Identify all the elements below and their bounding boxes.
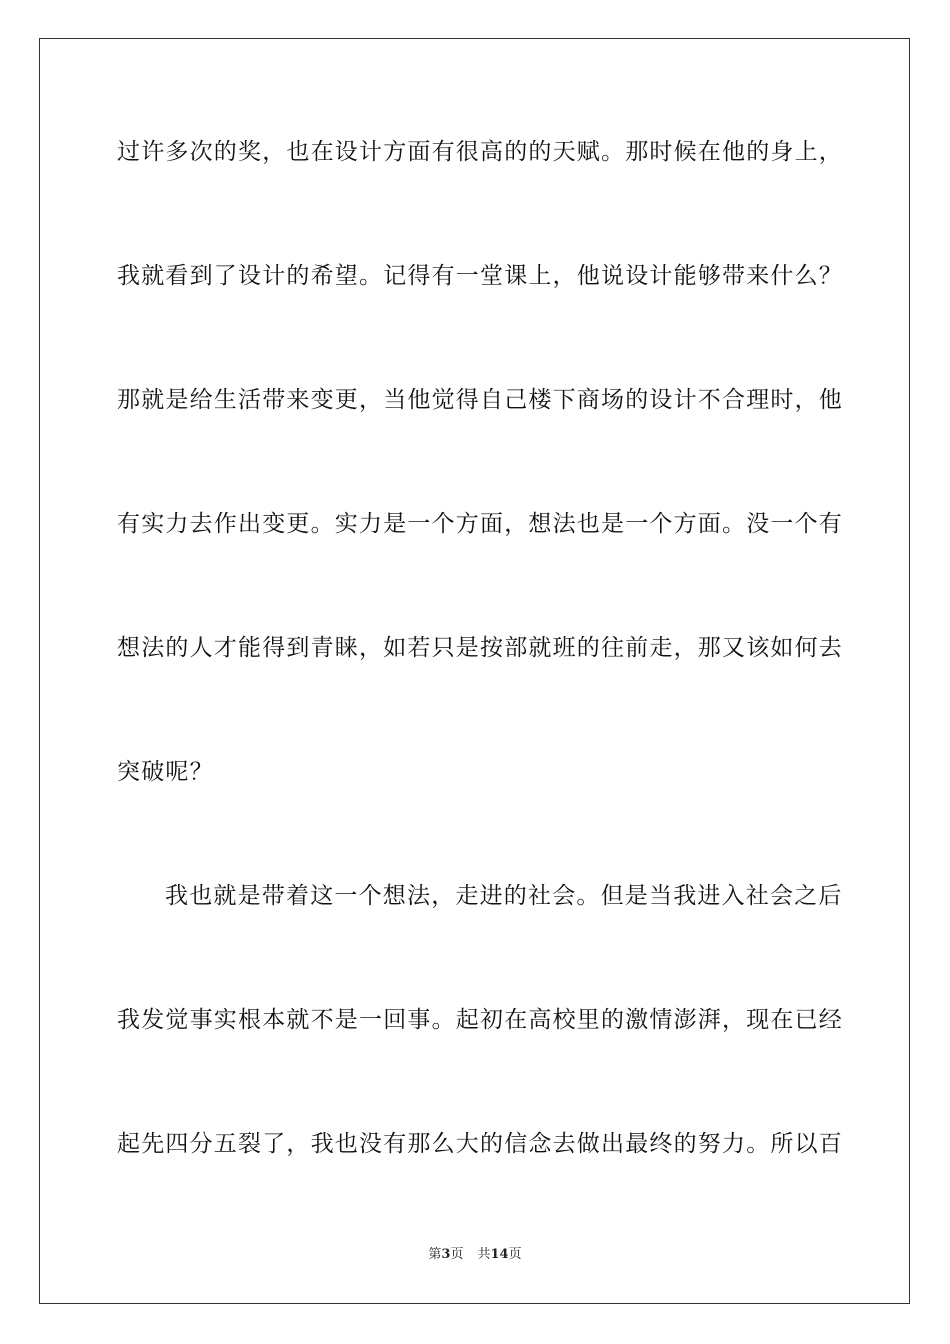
body-text-line: 想法的人才能得到青睐，如若只是按部就班的往前走，那又该如何去 [117, 635, 843, 661]
body-text-line: 我发觉事实根本就不是一回事。起初在高校里的激情澎湃，现在已经 [117, 1007, 843, 1033]
footer-page-suffix: 页 [450, 1247, 464, 1262]
body-text-line: 那就是给生活带来变更，当他觉得自己楼下商场的设计不合理时，他 [117, 387, 843, 413]
body-text-line: 起先四分五裂了，我也没有那么大的信念去做出最终的努力。所以百 [117, 1131, 843, 1157]
body-text-line: 有实力去作出变更。实力是一个方面，想法也是一个方面。没一个有 [117, 511, 843, 537]
page-border [39, 38, 910, 1304]
body-text-line: 突破呢？ [117, 759, 214, 785]
footer-total-number: 14 [490, 1247, 509, 1262]
body-text-line: 过许多次的奖，也在设计方面有很高的的天赋。那时候在他的身上， [117, 139, 843, 165]
body-text-line: 我就看到了设计的希望。记得有一堂课上，他说设计能够带来什么？ [117, 263, 843, 289]
footer-page-number: 3 [441, 1247, 451, 1262]
paragraph-start-line: 我也就是带着这一个想法，走进的社会。但是当我进入社会之后 [165, 883, 843, 909]
page-footer [0, 1246, 950, 1264]
footer-total-prefix: 共 [477, 1247, 491, 1262]
footer-total-suffix: 页 [508, 1247, 522, 1262]
footer-page-prefix: 第 [428, 1247, 442, 1262]
